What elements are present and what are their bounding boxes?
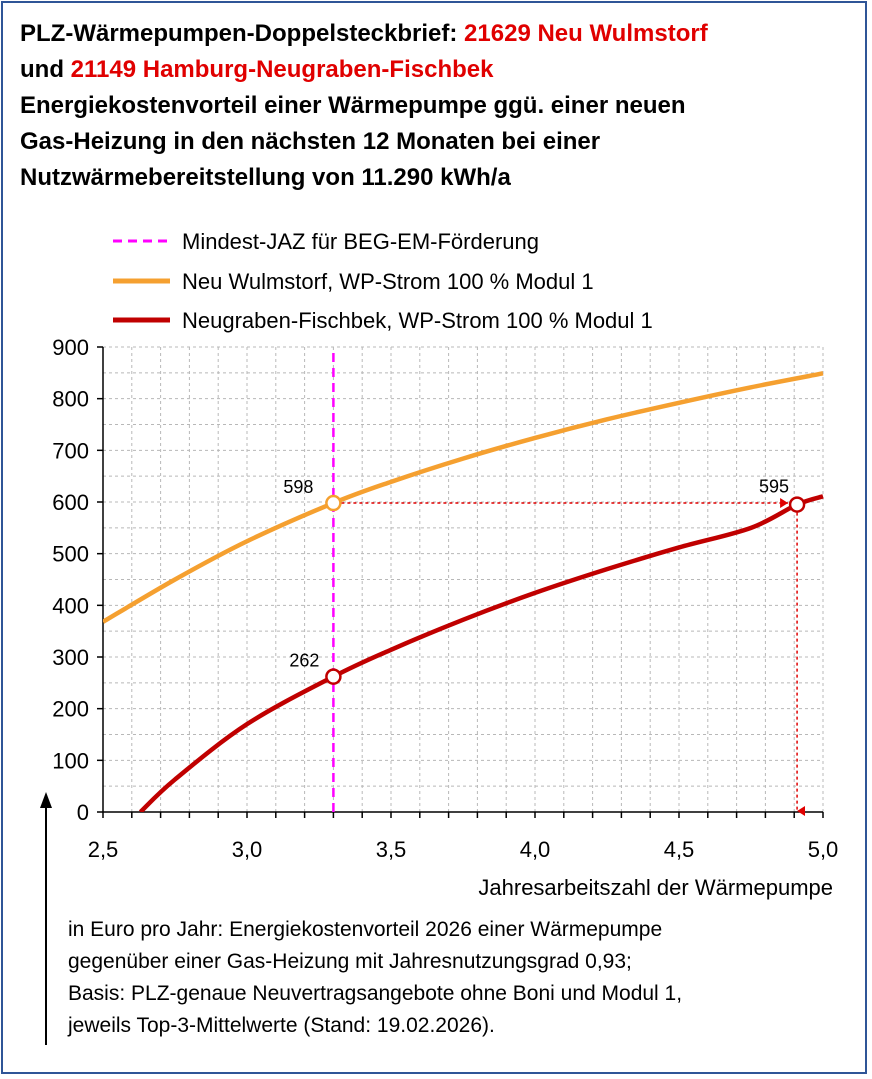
y-arrow-head [40, 792, 52, 808]
data-point-marker [790, 498, 804, 512]
data-point-marker [326, 496, 340, 510]
caption-line-3: Basis: PLZ-genaue Neuvertragsangebote ohne Boni und Modul 1, [68, 982, 683, 1005]
x-axis-label: Jahresarbeitszahl der Wärmepumpe [478, 875, 833, 900]
caption-line-4: jeweils Top-3-Mittelwerte (Stand: 19.02.2026). [68, 1014, 495, 1037]
data-label: 262 [289, 650, 320, 671]
title-location-1: 21629 Neu Wulmstorf [464, 20, 708, 47]
data-label: 598 [283, 477, 314, 498]
x-tick-label: 2,5 [87, 837, 119, 862]
caption-line-1: in Euro pro Jahr: Energiekostenvorteil 2026 einer Wärmepumpe [68, 918, 663, 941]
x-tick-label: 5,0 [807, 837, 839, 862]
subtitle-line-2: Gas-Heizung in den nächsten 12 Monaten bei einer [20, 128, 601, 155]
y-tick-label: 0 [76, 800, 89, 825]
y-tick-label: 300 [52, 645, 89, 670]
x-tick-label: 4,0 [519, 837, 551, 862]
y-tick-label: 400 [52, 593, 89, 619]
title-und: und [20, 56, 71, 83]
y-tick-label: 600 [52, 490, 89, 515]
axes [97, 347, 823, 818]
grid [103, 347, 823, 812]
y-tick-label: 700 [52, 438, 89, 464]
y-tick-label: 500 [52, 541, 89, 567]
title-location-2: 21149 Hamburg-Neugraben-Fischbek [70, 56, 494, 83]
y-tick-label: 900 [52, 335, 89, 360]
data-point-marker [326, 670, 340, 684]
annotations [283, 477, 804, 811]
series-line-2 [103, 373, 823, 622]
y-tick-label: 100 [52, 748, 89, 774]
legend-label-3: Neugraben-Fischbek, WP-Strom 100 % Modul 1 [182, 308, 653, 333]
legend [113, 229, 653, 333]
x-tick-label: 3,0 [231, 837, 263, 862]
x-tick-label: 4,5 [663, 837, 695, 862]
subtitle-line-3: Nutzwärmebereitstellung von 11.290 kWh/a [20, 164, 511, 191]
legend-label-2: Neu Wulmstorf, WP-Strom 100 % Modul 1 [182, 269, 594, 294]
caption-line-2: gegenüber einer Gas-Heizung mit Jahresnutzungsgrad 0,93; [68, 950, 632, 973]
title-prefix: PLZ-Wärmepumpen-Doppelsteckbrief: [20, 20, 465, 47]
caption [68, 914, 858, 1042]
y-axis-arrow [40, 792, 52, 1045]
x-tick-label: 3,5 [375, 837, 407, 862]
y-tick-label: 800 [52, 386, 89, 412]
data-label: 595 [759, 476, 790, 497]
subtitle-line-1: Energiekostenvorteil einer Wärmepumpe ggü. einer neuen [20, 92, 686, 119]
y-tick-label: 200 [52, 696, 89, 722]
legend-label-1: Mindest-JAZ für BEG-EM-Förderung [182, 229, 539, 254]
